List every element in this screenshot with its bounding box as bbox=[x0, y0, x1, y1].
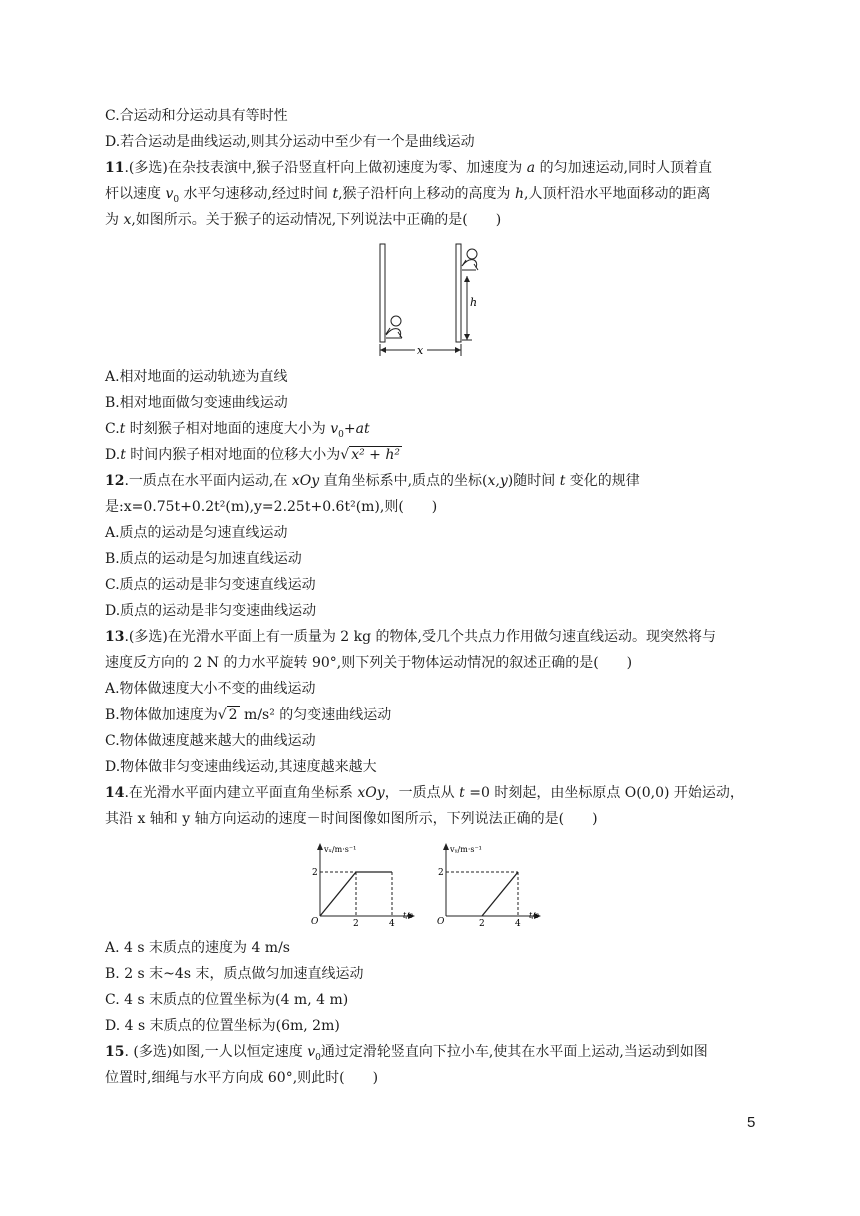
x-arrow-right bbox=[455, 347, 461, 353]
var-v: v bbox=[165, 186, 174, 202]
h-label: h bbox=[470, 296, 478, 309]
q11-option-a: A.相对地面的运动轨迹为直线 bbox=[105, 369, 288, 385]
var-t: t bbox=[559, 473, 566, 489]
text: 直角坐标系中,质点的坐标( bbox=[319, 473, 488, 489]
tick-x-2: 2 bbox=[479, 919, 485, 926]
text: 时刻猴子相对地面的速度大小为 bbox=[125, 421, 331, 437]
q13-option-d: D.物体做非匀变速曲线运动,其速度越来越大 bbox=[105, 759, 377, 775]
text: 通过定滑轮竖直向下拉小车,使其在水平面上运动,当运动到如图 bbox=[320, 1044, 708, 1060]
q12-option-d: D.质点的运动是非匀变速曲线运动 bbox=[105, 603, 317, 619]
q13-stem-line1 bbox=[105, 627, 716, 647]
text: .一质点在水平面内运动,在 bbox=[124, 473, 292, 489]
monkey-bottom-icon bbox=[386, 316, 402, 338]
text: m/s² 的匀变速曲线运动 bbox=[239, 707, 392, 723]
tick-y-2: 2 bbox=[312, 868, 318, 878]
q15-number: 15 bbox=[105, 1044, 125, 1060]
text: . (多选)如图,一人以恒定速度 bbox=[124, 1044, 308, 1060]
var-t: t bbox=[459, 785, 465, 801]
var-t: t bbox=[119, 421, 126, 437]
q11-option-c bbox=[105, 419, 370, 445]
text: )随时间 bbox=[507, 473, 560, 489]
y-axis-label: vᵧ/m·s⁻¹ bbox=[450, 845, 482, 854]
y-axis-arrow bbox=[317, 843, 323, 850]
text: 的匀加速运动,同时人顶着直 bbox=[535, 160, 713, 176]
q15-stem-line1 bbox=[105, 1042, 708, 1068]
text: + bbox=[343, 421, 356, 437]
tick-x-4: 4 bbox=[389, 919, 395, 926]
q14-vx-t-graph bbox=[300, 838, 430, 926]
text: ,如图所示。关于猴子的运动情况,下列说法中正确的是( ) bbox=[131, 212, 502, 228]
q12-option-a: A.质点的运动是匀速直线运动 bbox=[105, 525, 288, 541]
h-arrow-down bbox=[464, 334, 470, 340]
monkey-top-icon bbox=[462, 249, 478, 270]
q14-number: 14 bbox=[105, 785, 125, 801]
q13-option-b bbox=[105, 705, 391, 725]
sqrt-radicand: 2 bbox=[228, 707, 238, 723]
sqrt-symbol: √ bbox=[217, 707, 227, 723]
var-xoy: xOy bbox=[291, 473, 320, 489]
q13-number: 13 bbox=[105, 629, 125, 645]
var-h: h bbox=[515, 186, 525, 202]
text: .(多选)在光滑水平面上有一质量为 2 kg 的物体,受几个共点力作用做匀速直线运动。现突然将与 bbox=[124, 629, 717, 645]
text: 变化的规律 bbox=[565, 473, 640, 489]
var-v: v bbox=[307, 1044, 316, 1060]
tick-x-4: 4 bbox=[515, 919, 521, 926]
q14-stem-line1 bbox=[105, 783, 744, 803]
subscript: 0 bbox=[338, 429, 344, 440]
text: 时间内猴子相对地面的位移大小为 bbox=[125, 447, 341, 463]
var-xy: x,y bbox=[487, 473, 508, 489]
text: 为 bbox=[105, 212, 124, 228]
x-arrow-left bbox=[380, 347, 386, 353]
y-axis-label: vₓ/m·s⁻¹ bbox=[324, 845, 357, 854]
q11-stem-line1 bbox=[105, 158, 712, 178]
text: 杆以速度 bbox=[105, 186, 166, 202]
var-t: t bbox=[332, 186, 339, 202]
origin-label: O bbox=[437, 917, 445, 926]
text: C. bbox=[105, 421, 120, 437]
var-xoy: xOy bbox=[357, 785, 385, 801]
text: .(多选)在杂技表演中,猴子沿竖直杆向上做初速度为零、加速度为 bbox=[124, 160, 527, 176]
q13-option-a: A.物体做速度大小不变的曲线运动 bbox=[105, 681, 316, 697]
text: B.物体做加速度为 bbox=[105, 707, 218, 723]
q13-option-c: C.物体做速度越来越大的曲线运动 bbox=[105, 733, 316, 749]
vy-series-rise bbox=[482, 872, 518, 916]
x-label: x bbox=[417, 344, 424, 357]
q11-stem-line3 bbox=[105, 210, 501, 230]
h-arrow-up bbox=[464, 276, 470, 282]
q11-option-b: B.相对地面做匀变速曲线运动 bbox=[105, 395, 288, 411]
q13-stem-line2: 速度反方向的 2 N 的力水平旋转 90°,则下列关于物体运动情况的叙述正确的是( ) bbox=[105, 655, 633, 671]
q12-stem-line1 bbox=[105, 471, 640, 491]
q12-option-b: B.质点的运动是匀加速直线运动 bbox=[105, 551, 302, 567]
text: ,人顶杆沿水平地面移动的距离 bbox=[524, 186, 711, 202]
subscript: 0 bbox=[173, 194, 180, 205]
var-a: a bbox=[526, 160, 536, 176]
text: 水平匀速移动,经过时间 bbox=[179, 186, 333, 202]
q10-option-c: C.合运动和分运动具有等时性 bbox=[105, 108, 288, 124]
text: D. bbox=[105, 447, 121, 463]
origin-label: O bbox=[311, 917, 319, 926]
q14-option-c: C. 4 s 末质点的位置坐标为(4 m, 4 m) bbox=[105, 992, 349, 1008]
q11-option-d bbox=[105, 445, 402, 465]
q12-option-c: C.质点的运动是非匀变速直线运动 bbox=[105, 577, 316, 593]
text: .在光滑水平面内建立平面直角坐标系 bbox=[124, 785, 358, 801]
x-axis-label: t/s bbox=[403, 911, 414, 920]
text: ,猴子沿杆向上移动的高度为 bbox=[338, 186, 516, 202]
right-pole bbox=[456, 244, 461, 342]
x-axis-label: t/s bbox=[529, 911, 540, 920]
q12-number: 12 bbox=[105, 473, 125, 489]
page-number: 5 bbox=[747, 1114, 756, 1131]
left-pole bbox=[380, 244, 385, 342]
q14-option-a: A. 4 s 末质点的速度为 4 m/s bbox=[105, 940, 290, 956]
q12-stem-line2: 是:x=0.75t+0.2t²(m),y=2.25t+0.6t²(m),则( ) bbox=[105, 499, 438, 515]
tick-x-2: 2 bbox=[353, 919, 359, 926]
sqrt-symbol: √ bbox=[340, 447, 350, 463]
y-axis-arrow bbox=[443, 843, 449, 850]
q11-stem-line2 bbox=[105, 184, 711, 210]
sqrt-radicand: x² + h² bbox=[351, 447, 400, 463]
text: ，一质点从 bbox=[384, 785, 460, 801]
var-v: v bbox=[330, 421, 339, 437]
vx-series-rise bbox=[320, 872, 356, 916]
subscript: 0 bbox=[315, 1052, 321, 1063]
q14-stem-line2: 其沿 x 轴和 y 轴方向运动的速度－时间图像如图所示，下列说法正确的是( ) bbox=[105, 811, 598, 827]
q15-stem-line2: 位置时,细绳与水平方向成 60°,则此时( ) bbox=[105, 1070, 379, 1086]
tick-y-2: 2 bbox=[438, 868, 444, 878]
q14-option-b: B. 2 s 末~4s 末，质点做匀加速直线运动 bbox=[105, 966, 364, 982]
var-at: at bbox=[355, 421, 370, 437]
q11-monkey-pole-figure bbox=[372, 240, 488, 360]
var-t: t bbox=[120, 447, 126, 463]
var-x: x bbox=[123, 212, 132, 228]
q14-option-d: D. 4 s 末质点的位置坐标为(6m, 2m) bbox=[105, 1018, 340, 1034]
q11-number: 11 bbox=[105, 160, 125, 176]
q10-option-d: D.若合运动是曲线运动,则其分运动中至少有一个是曲线运动 bbox=[105, 134, 475, 150]
q14-vy-t-graph bbox=[426, 838, 556, 926]
text: =0 时刻起，由坐标原点 O(0,0) 开始运动， bbox=[464, 785, 744, 801]
